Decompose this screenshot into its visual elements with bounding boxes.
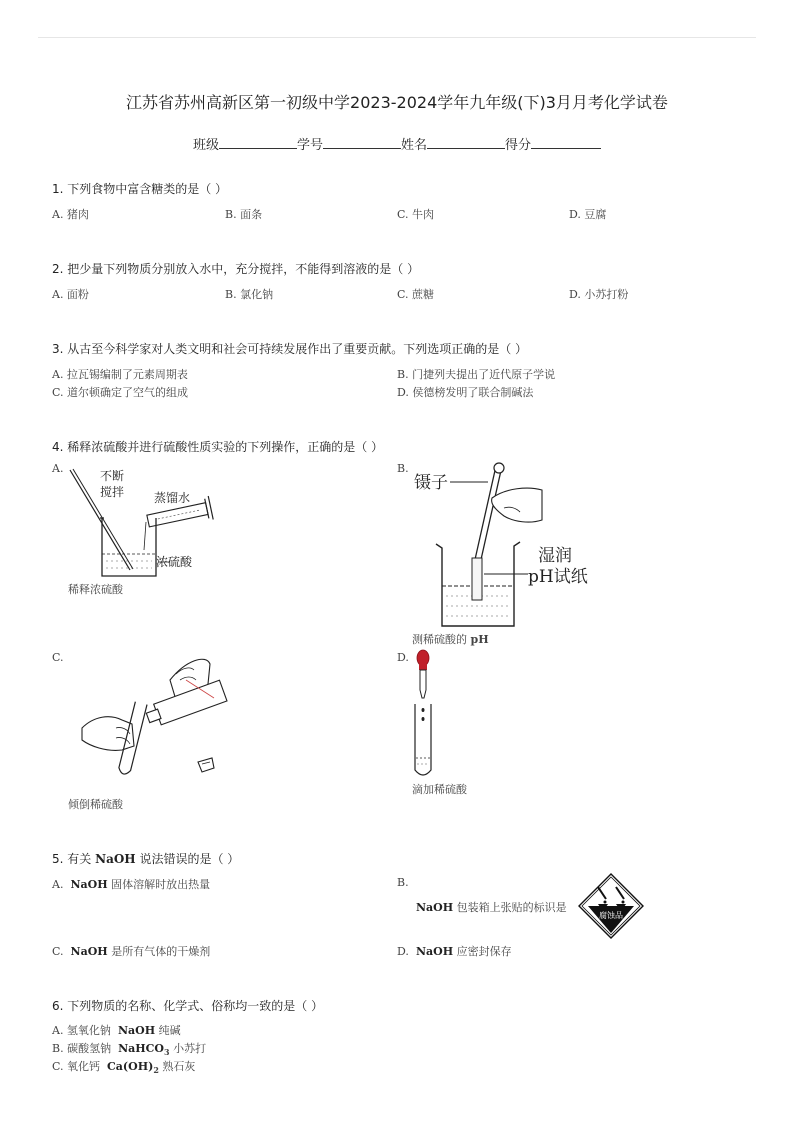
q5-a-text: 固体溶解时放出热量 [111,878,211,891]
q6-option-a[interactable] [52,1022,181,1038]
label-ph-paper: pH试纸 [528,567,588,587]
q6-a-common: 纯碱 [158,1024,181,1037]
label-distilled-water: 蒸馏水 [154,491,191,505]
q5-stem-pre: 5. 有关 [52,852,92,866]
q1-option-a[interactable]: A. 猪肉 [52,208,89,221]
q6-stem: 6. 下列物质的名称、化学式、俗称均一致的是（ ） [52,999,324,1013]
ph-test-diagram [410,458,600,630]
pouring-diagram [76,650,236,782]
q5-b-formula: NaOH [416,901,454,914]
q3-stem: 3. 从古至今科学家对人类文明和社会可持续发展作出了重要贡献。下列选项正确的是（ ） [52,342,528,356]
field-class-label: 班级 [192,138,219,153]
caption-4a: 稀释浓硫酸 [68,583,123,596]
q6-option-c[interactable] [52,1058,195,1075]
field-name-blank[interactable] [427,136,505,149]
dropper-diagram [408,646,444,780]
q4-option-a-letter[interactable]: A. [52,462,64,475]
q1-stem: 1. 下列食物中富含糖类的是（ ） [52,182,228,196]
label-conc-acid: 浓硫酸 [156,555,193,569]
field-name-label: 姓名 [401,138,428,153]
q4-option-c-letter[interactable]: C. [52,651,64,664]
q2-option-c[interactable]: C. 蔗糖 [397,288,435,301]
label-moist: 湿润 [538,546,572,566]
field-score-label: 得分 [505,138,532,153]
label-stir: 搅拌 [100,485,125,499]
q3-option-d[interactable]: D. 侯德榜发明了联合制碱法 [397,386,534,399]
q6-a-formula: NaOH [117,1024,156,1037]
q3-option-b[interactable]: B. 门捷列夫提出了近代原子学说 [397,368,556,381]
caption-4b-ph: pH [470,633,489,646]
q5-option-a[interactable] [52,876,210,892]
top-divider [38,37,756,38]
q6-c-name: C. 氧化钙 [52,1060,101,1073]
q4-option-b-letter[interactable]: B. [397,462,409,475]
q5-b-text: 包装箱上张贴的标识是 [456,901,567,914]
q2-option-a[interactable]: A. 面粉 [52,288,89,301]
q1-option-c[interactable]: C. 牛肉 [397,208,435,221]
q5-option-c[interactable] [52,943,210,959]
field-class-blank[interactable] [219,136,297,149]
q6-c-subscript: 2 [153,1065,159,1076]
q6-b-formula: NaHCO [118,1042,164,1055]
field-number-label: 学号 [296,138,323,153]
q5-stem-post: 说法错误的是（ ） [139,852,240,866]
q5-a-formula: NaOH [70,878,108,891]
q2-option-d[interactable]: D. 小苏打粉 [569,288,629,301]
q6-b-subscript: 3 [164,1047,170,1058]
q1-option-b[interactable]: B. 面条 [225,208,263,221]
dilution-diagram [62,466,232,578]
label-tweezers: 镊子 [414,473,448,493]
q5-d-formula: NaOH [415,945,454,958]
q1-option-d[interactable]: D. 豆腐 [569,208,607,221]
q6-a-name: A. 氢氧化钠 [52,1024,111,1037]
q6-b-common: 小苏打 [173,1042,207,1055]
sign-label: 腐蚀品 [599,911,623,920]
q3-option-c[interactable]: C. 道尔顿确定了空气的组成 [52,386,189,399]
q5-c-text: 是所有气体的干燥剂 [111,945,211,958]
caption-4b-text: 测稀硫酸的 [412,633,467,646]
caption-4c: 倾倒稀硫酸 [68,798,123,811]
q6-option-b[interactable] [52,1040,206,1057]
q5-d-letter: D. [397,945,409,958]
q5-a-letter: A. [52,878,64,891]
q5-c-formula: NaOH [70,945,108,958]
q4-stem: 4. 稀释浓硫酸并进行硫酸性质实验的下列操作，正确的是（ ） [52,440,384,454]
label-constant: 不断 [100,469,125,483]
q6-c-formula: Ca(OH) [107,1060,154,1073]
student-info-line [0,134,794,153]
q5-option-d[interactable] [397,943,512,959]
q6-b-name: B. 碳酸氢钠 [52,1042,112,1055]
q5-option-b-letter[interactable]: B. [397,876,409,889]
q5-stem-formula: NaOH [95,852,136,866]
field-score-blank[interactable] [531,136,601,149]
page-title: 江苏省苏州高新区第一初级中学2023-2024学年九年级(下)3月月考化学试卷 [126,93,668,112]
q2-stem: 2. 把少量下列物质分别放入水中，充分搅拌，不能得到溶液的是（ ） [52,262,420,276]
q5-option-b[interactable] [416,899,567,915]
corrosive-sign-icon [578,873,644,939]
caption-4d: 滴加稀硫酸 [412,783,467,796]
field-number-blank[interactable] [323,136,401,149]
q4-option-d-letter[interactable]: D. [397,651,409,664]
q2-option-b[interactable]: B. 氯化钠 [225,288,274,301]
q6-c-common: 熟石灰 [162,1060,196,1073]
q5-stem [52,850,239,867]
caption-4b [412,631,489,647]
q5-c-letter: C. [52,945,64,958]
q3-option-a[interactable]: A. 拉瓦锡编制了元素周期表 [52,368,188,381]
q5-d-text: 应密封保存 [456,945,512,958]
